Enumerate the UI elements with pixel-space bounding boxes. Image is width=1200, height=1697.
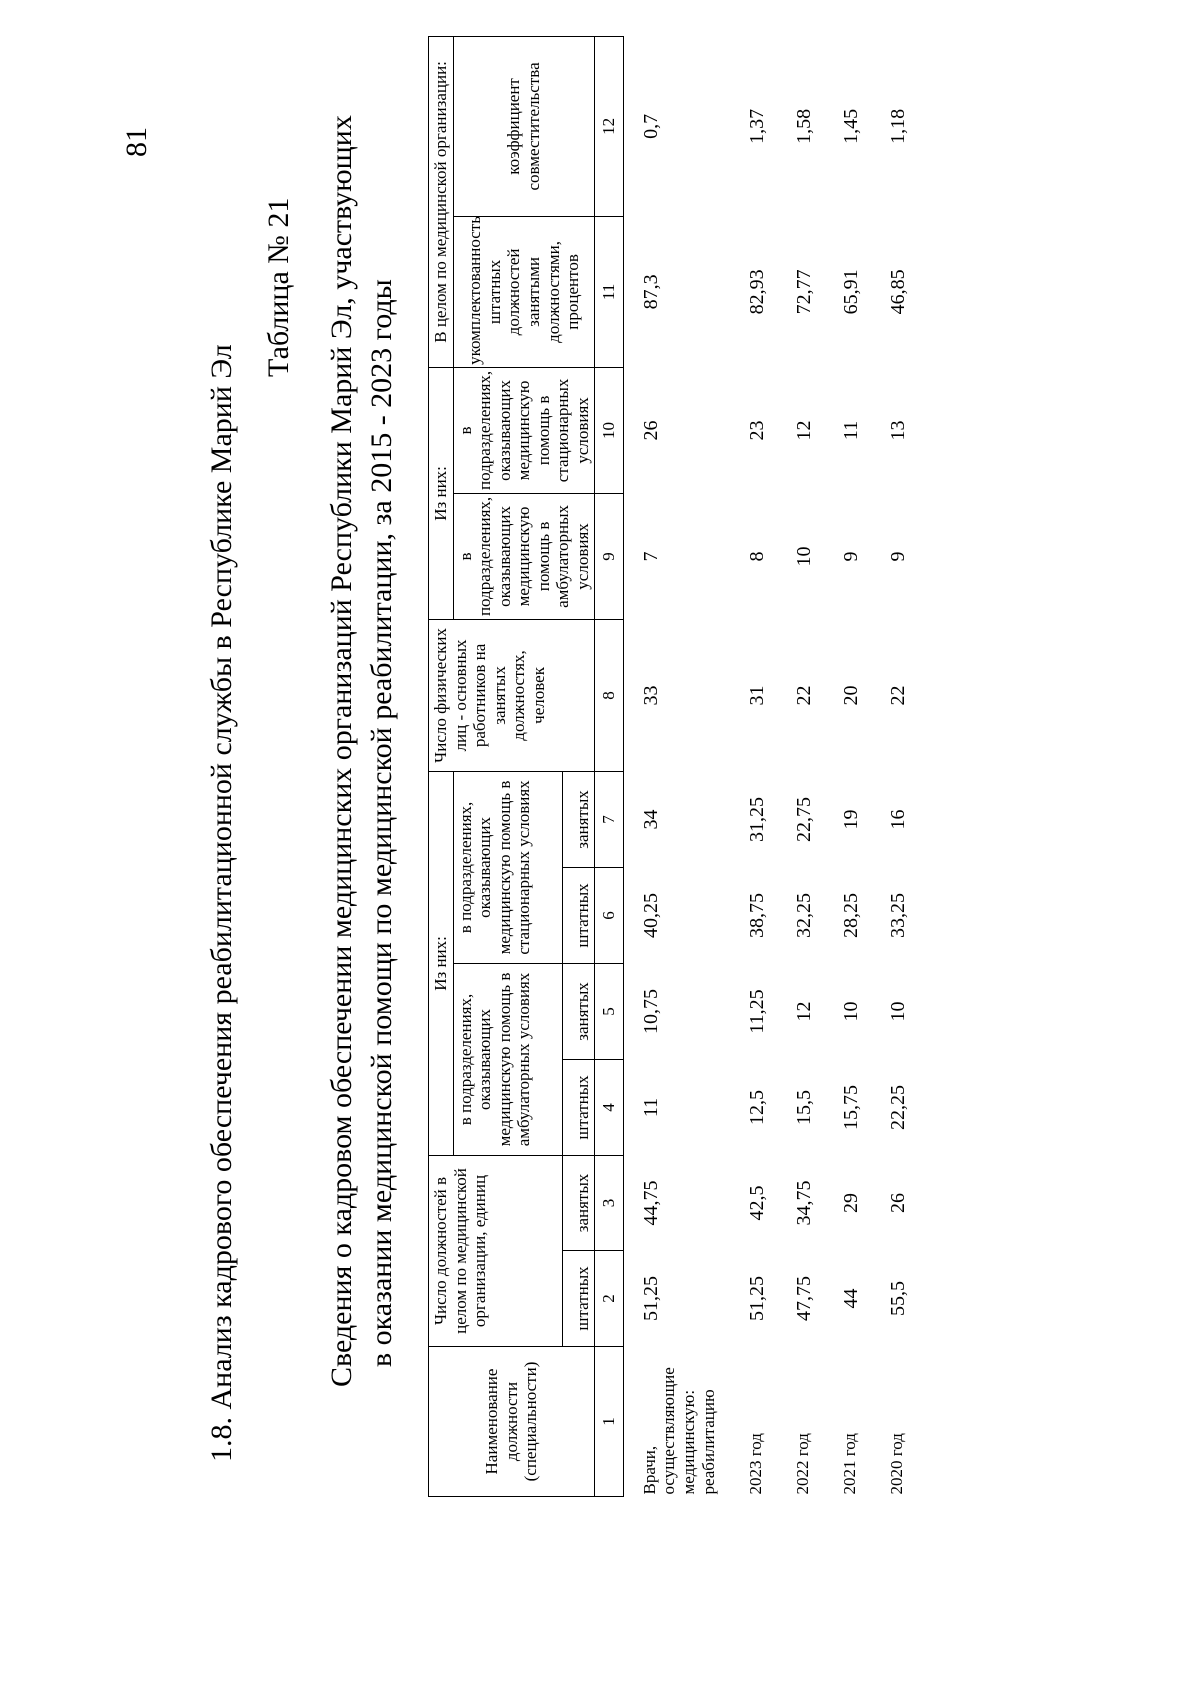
header-persons-inpatient: в подразделениях, оказывающих медицинскую помощь в стационарных условиях (453, 367, 595, 493)
table-cell: 1,58 (793, 108, 816, 144)
table-cell: 28,25 (840, 892, 863, 938)
table-cell: 44 (840, 1288, 863, 1309)
row-label: 2023 год (746, 1433, 766, 1495)
table-title-line-2: в оказании медицинской помощи по медицинской реабилитации, за 2015 - 2023 годы (365, 279, 398, 1367)
table-cell: 51,25 (639, 1276, 662, 1321)
column-number: 6 (595, 867, 624, 963)
table-cell: 22 (793, 685, 816, 706)
table-cell: 20 (840, 685, 863, 706)
header-ambulatory-subdivisions: в подразделениях, оказывающих медицинскую помощь в амбулаторных условиях (453, 963, 563, 1155)
table-cell: 82,93 (746, 269, 769, 315)
table-row (881, 36, 928, 1496)
header-iz-nih-b: Из них: (429, 367, 454, 619)
table-cell: 15,5 (793, 1089, 816, 1125)
table-cell: 31,25 (746, 796, 769, 842)
table-cell: 31 (746, 685, 769, 706)
table-cell: 34,75 (793, 1180, 816, 1226)
row-label: 2022 год (793, 1433, 813, 1495)
table-cell: 51,25 (746, 1276, 769, 1321)
staffing-table (428, 36, 928, 1497)
table-cell: 22,75 (793, 796, 816, 842)
header-persons-ambulatory: в подразделениях, оказывающих медицинскую помощь в амбулаторных условиях (453, 493, 595, 619)
table-cell: 55,5 (887, 1281, 910, 1316)
header-zanyatyh: занятых (563, 1155, 595, 1250)
row-label: 2020 год (887, 1433, 907, 1495)
table-title-line-1: Сведения о кадровом обеспечении медицинских организаций Республики Марий Эл, участвующих (325, 115, 358, 1387)
table-number: Таблица № 21 (262, 197, 295, 377)
table-cell: 44,75 (639, 1180, 662, 1226)
section-heading: 1.8. Анализ кадрового обеспечения реабилитационной службы в Республике Марий Эл (205, 344, 238, 1462)
column-number: 2 (595, 1251, 624, 1347)
table-cell: 0,7 (639, 113, 662, 139)
table-cell: 32,25 (793, 892, 816, 938)
table-cell: 87,3 (639, 274, 662, 310)
column-number: 3 (595, 1155, 624, 1250)
column-number-row (595, 36, 624, 1496)
table-row (834, 36, 881, 1496)
table-cell: 11 (639, 1097, 662, 1118)
column-number: 4 (595, 1059, 624, 1155)
table-cell: 15,75 (840, 1084, 863, 1130)
header-iz-nih-a: Из них: (429, 771, 454, 1155)
table-cell: 10 (793, 546, 816, 567)
table-cell: 22,25 (887, 1084, 910, 1130)
table-cell: 12 (793, 1001, 816, 1022)
table-cell: 12,5 (746, 1089, 769, 1125)
table-cell: 11 (840, 420, 863, 441)
table-cell: 19 (840, 809, 863, 830)
table-row (623, 36, 740, 1496)
table-cell: 29 (840, 1193, 863, 1213)
header-staffing-percent: укомплектованность штатных должностей занятыми должностями, процентов (453, 216, 595, 367)
table-cell: 42,5 (746, 1185, 769, 1221)
table-cell: 8 (746, 551, 769, 562)
table-cell: 11,25 (746, 989, 769, 1034)
table-row (787, 36, 834, 1496)
header-shtatnyh: штатных (563, 1059, 595, 1155)
table-cell: 10 (887, 1001, 910, 1022)
column-number: 11 (595, 216, 624, 367)
header-positions-total: Число должностей в целом по медицинской организации, единиц (429, 1155, 563, 1346)
table-cell: 40,25 (639, 892, 662, 938)
table-cell: 34 (639, 809, 662, 830)
table-cell: 1,18 (887, 108, 910, 144)
column-number: 5 (595, 963, 624, 1059)
table-cell: 26 (887, 1193, 910, 1213)
table-cell: 1,45 (840, 108, 863, 144)
header-zanyatyh: занятых (563, 963, 595, 1059)
header-row-1 (429, 36, 454, 1496)
table-cell: 23 (746, 420, 769, 441)
table-cell: 9 (840, 551, 863, 562)
table-cell: 26 (639, 420, 662, 441)
column-number: 1 (595, 1347, 624, 1497)
table-cell: 1,37 (746, 108, 769, 144)
table-cell: 9 (887, 551, 910, 562)
header-zanyatyh: занятых (563, 771, 595, 867)
page-number: 81 (120, 127, 153, 157)
column-number: 12 (595, 36, 624, 216)
table-cell: 46,85 (887, 269, 910, 315)
row-label: Врачи, осуществляющие медицинскую: реабилитацию (639, 1367, 718, 1495)
table-cell: 10 (840, 1001, 863, 1022)
table-cell: 16 (887, 809, 910, 830)
table-row (740, 36, 787, 1496)
table-cell: 38,75 (746, 892, 769, 938)
table-cell: 33,25 (887, 892, 910, 938)
column-number: 8 (595, 619, 624, 771)
header-persons-count: Число физических лиц - основных работников на занятых должностях, человек (429, 619, 595, 771)
column-number: 10 (595, 367, 624, 493)
header-position-name: Наименование должности (специальности) (429, 1347, 595, 1497)
header-combination-coeff: коэффициент совместительства (453, 36, 595, 216)
column-number: 7 (595, 771, 624, 867)
table-cell: 72,77 (793, 269, 816, 315)
header-shtatnyh: штатных (563, 867, 595, 963)
header-shtatnyh: штатных (563, 1251, 595, 1347)
row-label: 2021 год (840, 1433, 860, 1495)
table-cell: 65,91 (840, 269, 863, 315)
table-cell: 12 (793, 420, 816, 441)
table-cell: 10,75 (639, 988, 662, 1034)
header-inpatient-subdivisions: в подразделениях, оказывающих медицинскую помощь в стационарных условиях (453, 771, 563, 963)
column-number: 9 (595, 493, 624, 619)
table-cell: 7 (639, 551, 662, 562)
table-cell: 22 (887, 685, 910, 706)
table-cell: 13 (887, 420, 910, 441)
header-org-overall: В целом по медицинской организации: (429, 36, 454, 367)
table-cell: 47,75 (793, 1276, 816, 1321)
table-cell: 33 (639, 685, 662, 706)
